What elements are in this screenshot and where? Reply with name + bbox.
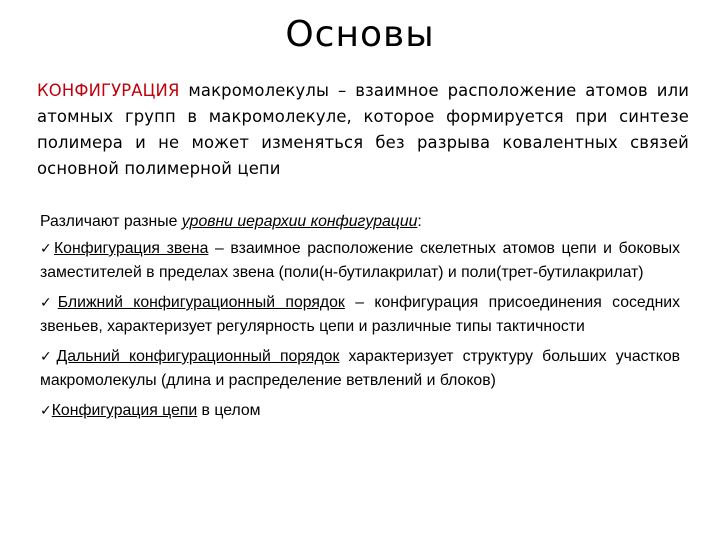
checkmark-icon: ✓: [40, 349, 57, 365]
item-label: Конфигурация звена: [53, 240, 209, 257]
definition-text: макромолекулы – взаимное расположение атомов или атомных групп в макромолекуле, которое формируется при синтезе полимера и не может изменяться без разрыва ковалентных связей основной полимерной цепи: [37, 81, 689, 178]
item-text: – взаимное расположение скелетных атомов цепи и боковых заместителей в пределах звена (поли(н-бутилакрилат) и поли(трет-бутилакрилат): [40, 240, 680, 281]
item-label: Дальний конфигурационный порядок: [56, 348, 340, 365]
definition-paragraph: [37, 78, 689, 182]
item-text: в целом: [197, 402, 261, 419]
configuration-levels: [40, 210, 680, 430]
intro-prefix: Различают разные: [40, 213, 182, 230]
checkmark-icon: ✓: [40, 403, 52, 419]
intro-suffix: :: [417, 213, 422, 230]
levels-intro: [40, 210, 680, 233]
checkmark-icon: ✓: [40, 295, 58, 311]
page-title: Основы: [285, 14, 435, 55]
checkmark-icon: ✓: [40, 241, 54, 257]
item-label: Ближний конфигурационный порядок: [57, 294, 345, 311]
definition-term: КОНФИГУРАЦИЯ: [37, 81, 180, 100]
item-text: характеризует структуру больших участков макромолекулы (длина и распределение ветвлений и блоков): [40, 348, 681, 389]
list-item: [40, 291, 680, 338]
list-item: [40, 345, 680, 392]
list-item: [40, 237, 680, 284]
item-label: Конфигурация цепи: [51, 402, 198, 419]
intro-emphasis: уровни иерархии конфигурации: [181, 213, 418, 230]
item-text: – конфигурация присоединения соседних звеньев, характеризует регулярность цепи и различные типы тактичности: [40, 294, 681, 335]
list-item: [40, 399, 680, 423]
